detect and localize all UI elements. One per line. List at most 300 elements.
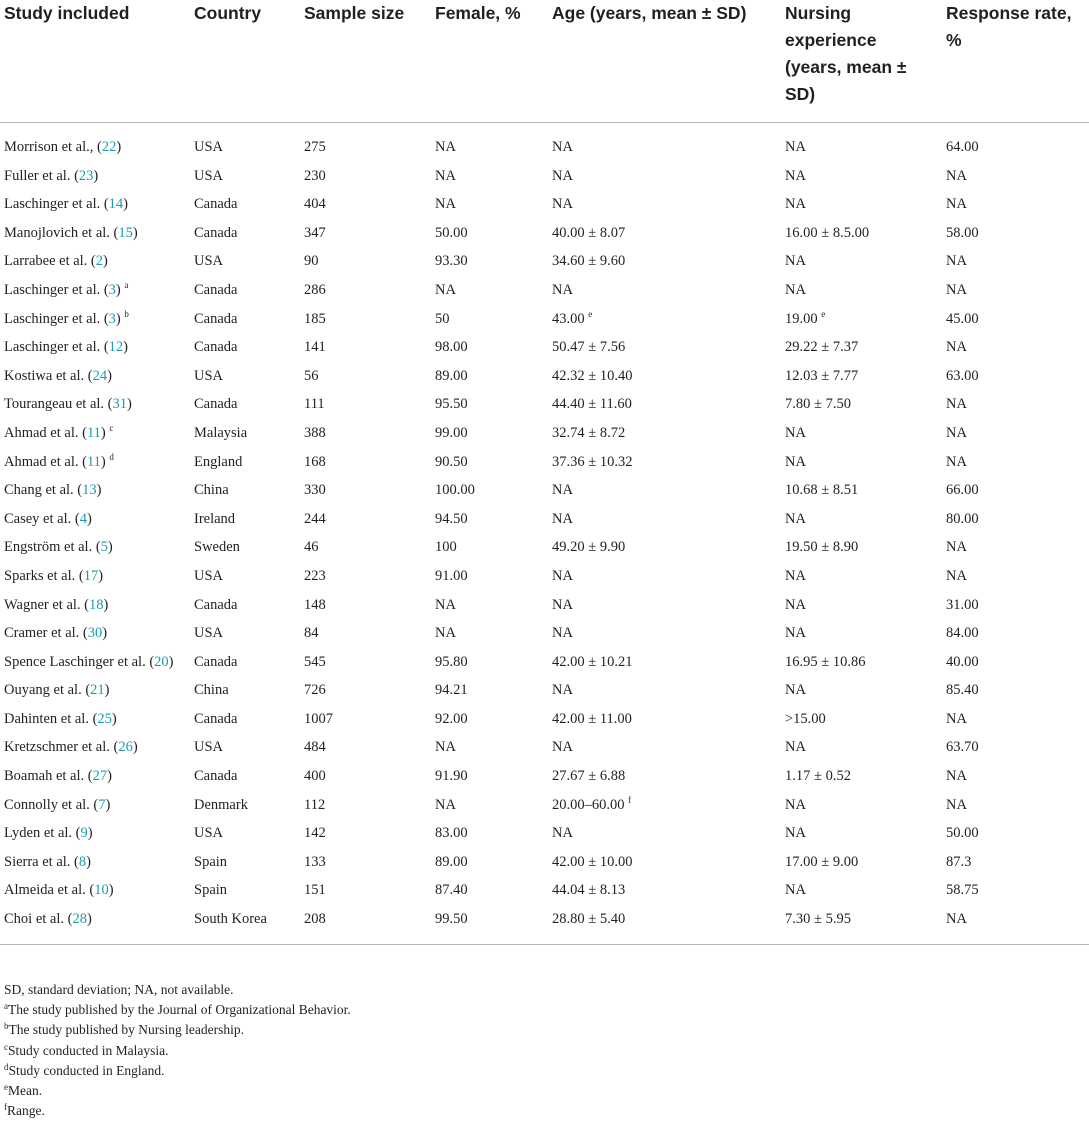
header-nursing-experience: Nursing experience (years, mean ± SD) [785,0,946,123]
footnote-marker: f [628,794,632,805]
table-row [0,476,1089,505]
cell-study [0,247,194,276]
table-row [0,276,1089,305]
cell-age [552,848,785,877]
experience-value: NA [785,882,806,899]
cell-study [0,219,194,248]
cell-female: 98.00 [435,339,468,356]
study-author: Casey et al. ( [4,510,80,527]
study-close-paren: ) [86,510,92,527]
cell-female: 89.00 [435,367,468,384]
study-close-paren: ) [93,167,99,184]
reference-link[interactable]: 10 [94,882,109,899]
reference-link[interactable]: 11 [86,424,101,441]
experience-value: NA [785,510,806,527]
reference-link[interactable]: 5 [100,539,108,556]
cell-country: Canada [194,224,238,241]
table-row [0,362,1089,391]
reference-link[interactable]: 24 [92,367,108,384]
reference-link[interactable]: 15 [118,224,133,241]
reference-link[interactable]: 18 [88,596,104,613]
experience-value: 7.80 ± 7.50 [785,396,851,413]
cell-age [552,648,785,677]
cell-response-rate: 63.00 [946,367,979,384]
cell-sample-size: 1007 [304,710,333,727]
header-sample-size: Sample size [304,0,435,123]
cell-age [552,123,785,162]
study-close-paren: ) [115,310,121,327]
reference-link[interactable]: 17 [83,567,99,584]
reference-link[interactable]: 21 [90,682,105,699]
cell-nursing-experience [785,276,946,305]
table-row [0,190,1089,219]
cell-sample-size: 275 [304,139,326,155]
experience-value: 17.00 ± 9.00 [785,853,859,870]
header-study-included: Study included [0,0,194,123]
age-value: 49.20 ± 9.90 [552,539,626,556]
experience-value: NA [785,796,806,813]
cell-response-rate: NA [946,196,967,213]
cell-sample-size: 142 [304,825,326,842]
footnote-marker: e [588,308,593,319]
table-footnotes [4,980,351,1121]
cell-response-rate: 58.75 [946,882,979,899]
experience-value: 12.03 ± 7.77 [785,367,859,384]
age-value: NA [552,739,573,756]
cell-response-rate: NA [946,567,967,584]
study-close-paren: ) [105,796,111,813]
cell-nursing-experience [785,819,946,848]
header-age: Age (years, mean ± SD) [552,0,785,123]
cell-sample-size: 347 [304,224,326,241]
age-value: 28.80 ± 5.40 [552,911,626,928]
cell-age [552,333,785,362]
study-author: Choi et al. ( [4,911,73,928]
cell-female: 100 [435,539,457,556]
cell-sample-size: 168 [304,453,326,470]
cell-female: 95.80 [435,653,468,670]
study-author: Sierra et al. ( [4,853,79,870]
age-value: NA [552,625,573,642]
reference-link[interactable]: 25 [97,710,112,727]
cell-study [0,505,194,534]
experience-value: 16.00 ± 8.5.00 [785,224,870,241]
cell-age [552,905,785,944]
study-author: Ahmad et al. ( [4,424,87,441]
cell-age [552,791,785,820]
cell-sample-size: 286 [304,281,326,298]
cell-age [552,476,785,505]
study-author: Almeida et al. ( [4,882,95,899]
cell-female: NA [435,625,456,642]
cell-age [552,362,785,391]
cell-country: China [194,482,229,499]
cell-response-rate: 50.00 [946,825,979,842]
experience-value: 7.30 ± 5.95 [785,911,851,928]
cell-female: 91.00 [435,567,468,584]
footnote-mark: e [4,1082,8,1093]
cell-nursing-experience [785,219,946,248]
table-row [0,562,1089,591]
footnote-text: The study published by Nursing leadership. [8,1022,244,1038]
cell-nursing-experience [785,123,946,162]
experience-value: 29.22 ± 7.37 [785,339,859,356]
age-value: 50.47 ± 7.56 [552,339,626,356]
table-row [0,448,1089,477]
experience-value: >15.00 [785,710,826,727]
cell-sample-size: 404 [304,196,326,213]
age-value: 27.67 ± 6.88 [552,768,626,785]
cell-nursing-experience [785,762,946,791]
reference-link[interactable]: 27 [92,768,108,785]
cell-country: Canada [194,281,238,298]
age-value: 43.00 [552,310,585,327]
cell-nursing-experience [785,676,946,705]
cell-country: Canada [194,339,238,356]
cell-country: Malaysia [194,424,248,441]
cell-country: Canada [194,196,238,213]
cell-study [0,876,194,905]
footnote-text: SD, standard deviation; NA, not available. [4,982,234,997]
cell-country: USA [194,739,224,756]
table-row [0,733,1089,762]
cell-age [552,505,785,534]
footnote [4,1101,351,1121]
cell-sample-size: 484 [304,739,326,756]
study-close-paren: ) [107,539,113,556]
cell-study [0,476,194,505]
study-author: Dahinten et al. ( [4,710,98,727]
cell-country: England [194,453,243,470]
cell-age [552,247,785,276]
cell-response-rate: 31.00 [946,596,979,613]
cell-sample-size: 141 [304,339,326,356]
study-author: Laschinger et al. ( [4,196,109,213]
table-row [0,676,1089,705]
cell-study [0,905,194,944]
cell-nursing-experience [785,705,946,734]
cell-study [0,819,194,848]
cell-age [552,676,785,705]
cell-study [0,190,194,219]
cell-nursing-experience [785,619,946,648]
table-row [0,219,1089,248]
age-value: 32.74 ± 8.72 [552,424,626,441]
footnote-mark: f [4,1102,7,1113]
cell-response-rate: NA [946,424,967,441]
reference-link[interactable]: 26 [118,739,133,756]
cell-age [552,705,785,734]
study-close-paren: ) [103,253,108,270]
cell-response-rate: NA [946,253,967,270]
cell-nursing-experience [785,876,946,905]
table-row [0,705,1089,734]
study-close-paren: ) [100,424,106,441]
footnote-text: Study conducted in England. [8,1062,165,1078]
study-close-paren: ) [104,682,110,699]
cell-sample-size: 208 [304,905,435,944]
study-author: Laschinger et al. ( [4,310,109,327]
cell-sample-size: 90 [304,253,319,270]
cell-age [552,390,785,419]
age-value: NA [552,482,573,499]
table-row [0,505,1089,534]
age-value: 42.00 ± 10.00 [552,853,633,870]
cell-response-rate: 64.00 [946,139,979,155]
study-author: Fuller et al. ( [4,167,79,184]
study-close-paren: ) [87,825,93,842]
study-author: Connolly et al. ( [4,796,99,813]
cell-nursing-experience [785,390,946,419]
footnote [4,1081,351,1101]
study-author: Boamah et al. ( [4,768,93,785]
age-value: NA [552,825,573,842]
table-header-row [0,0,1089,123]
cell-response-rate: NA [946,167,967,184]
cell-nursing-experience [785,190,946,219]
footnote [4,1020,351,1040]
table-body [0,123,1089,945]
cell-study [0,591,194,620]
reference-link[interactable]: 3 [108,310,116,327]
study-close-paren: ) [168,653,174,670]
footnote-marker: e [821,308,826,319]
age-value: 40.00 ± 8.07 [552,224,626,241]
age-value: 44.04 ± 8.13 [552,882,626,899]
study-close-paren: ) [115,281,121,298]
age-value: 34.60 ± 9.60 [552,253,626,270]
table-row [0,619,1089,648]
cell-study [0,162,194,191]
reference-link[interactable]: 28 [72,911,87,928]
cell-age [552,448,785,477]
reference-link[interactable]: 13 [82,482,97,499]
cell-age [552,162,785,191]
cell-response-rate: NA [946,453,967,470]
cell-age [552,619,785,648]
cell-age [552,591,785,620]
cell-female: 91.90 [435,768,468,785]
study-author: Chang et al. ( [4,482,83,499]
experience-value: NA [785,424,806,441]
study-close-paren: ) [123,196,129,213]
table-row [0,247,1089,276]
study-close-paren: ) [100,453,106,470]
study-author: Laschinger et al. ( [4,281,109,298]
cell-sample-size: 726 [304,682,326,699]
cell-country: USA [194,625,224,642]
cell-female: 89.00 [435,853,468,870]
study-author: Sparks et al. ( [4,567,84,584]
reference-link[interactable]: 8 [78,853,87,870]
study-author: Lyden et al. ( [4,825,81,842]
cell-nursing-experience [785,562,946,591]
experience-value: NA [785,596,806,613]
table-row [0,876,1089,905]
footnote-text: Mean. [8,1083,43,1099]
cell-female: 93.30 [435,253,468,270]
footnote-text: Study conducted in Malaysia. [8,1042,169,1058]
age-value: NA [552,139,573,155]
experience-value: NA [785,453,806,470]
study-close-paren: ) [132,224,138,241]
cell-study [0,848,194,877]
cell-sample-size: 84 [304,625,319,642]
table-row [0,905,1089,944]
table-row [0,762,1089,791]
cell-country: USA [194,139,224,155]
study-author: Spence Laschinger et al. ( [4,653,155,670]
cell-nursing-experience [785,162,946,191]
cell-study [0,305,194,334]
study-close-paren: ) [107,768,112,785]
reference-link[interactable]: 9 [80,825,88,842]
cell-sample-size: 148 [304,596,326,613]
cell-sample-size: 230 [304,167,326,184]
age-value: NA [552,510,573,527]
cell-female: 94.50 [435,510,468,527]
table-row [0,848,1089,877]
experience-value: NA [785,196,806,213]
cell-female: 83.00 [435,825,468,842]
cell-country: Canada [194,710,238,727]
cell-country: USA [194,253,224,270]
study-author: Ahmad et al. ( [4,453,87,470]
cell-response-rate: 58.00 [946,224,979,241]
cell-response-rate: NA [946,905,1089,944]
study-close-paren: ) [116,139,122,155]
cell-study [0,676,194,705]
cell-sample-size: 133 [304,853,326,870]
reference-link[interactable]: 3 [108,281,116,298]
study-author: Kretzschmer et al. ( [4,739,119,756]
experience-value: 10.68 ± 8.51 [785,482,859,499]
cell-study [0,762,194,791]
cell-country: Ireland [194,510,236,527]
experience-value: NA [785,167,806,184]
cell-sample-size: 223 [304,567,326,584]
study-close-paren: ) [102,625,108,642]
cell-nursing-experience [785,533,946,562]
cell-nursing-experience [785,648,946,677]
cell-response-rate: NA [946,710,967,727]
cell-country: South Korea [194,905,304,944]
reference-link[interactable]: 20 [154,653,169,670]
table-row [0,390,1089,419]
cell-nursing-experience [785,791,946,820]
footnote-marker: c [109,423,114,434]
reference-link[interactable]: 7 [98,796,106,813]
age-value: NA [552,167,573,184]
cell-age [552,419,785,448]
cell-nursing-experience [785,905,946,944]
footnote-mark: b [4,1021,9,1032]
reference-link[interactable]: 4 [79,510,87,527]
cell-female: NA [435,596,456,613]
cell-nursing-experience [785,733,946,762]
cell-nursing-experience [785,419,946,448]
cell-sample-size: 545 [304,653,326,670]
reference-link[interactable]: 12 [108,339,124,356]
cell-response-rate: 87.3 [946,853,972,870]
cell-female: NA [435,196,456,213]
cell-sample-size: 56 [304,367,319,384]
study-close-paren: ) [108,882,114,899]
age-value: 42.32 ± 10.40 [552,367,633,384]
cell-study [0,333,194,362]
cell-female: 100.00 [435,482,475,499]
cell-female: 99.00 [435,424,468,441]
cell-country: USA [194,567,224,584]
table-row [0,333,1089,362]
study-close-paren: ) [96,482,102,499]
footnote [4,1000,351,1020]
reference-link[interactable]: 30 [87,625,103,642]
cell-country: USA [194,825,224,842]
cell-female: NA [435,739,456,756]
cell-study [0,705,194,734]
reference-link[interactable]: 14 [108,196,124,213]
footnote [4,1041,351,1061]
study-author: Morrison et al., ( [4,139,102,155]
reference-link[interactable]: 31 [112,396,127,413]
cell-nursing-experience [785,247,946,276]
cell-country: USA [194,167,224,184]
study-close-paren: ) [127,396,132,413]
experience-value: NA [785,825,806,842]
cell-response-rate: 80.00 [946,510,979,527]
cell-sample-size: 151 [304,882,326,899]
reference-link[interactable]: 2 [95,253,104,270]
cell-response-rate: 63.70 [946,739,979,756]
cell-country: Denmark [194,796,248,813]
cell-country: Canada [194,310,238,327]
cell-country: China [194,682,229,699]
experience-value: NA [785,625,806,642]
cell-age [552,733,785,762]
reference-link[interactable]: 22 [101,139,117,155]
study-close-paren: ) [111,710,117,727]
study-author: Cramer et al. ( [4,625,88,642]
study-author: Laschinger et al. ( [4,339,109,356]
table-row [0,533,1089,562]
cell-nursing-experience [785,333,946,362]
cell-study [0,390,194,419]
study-close-paren: ) [132,739,138,756]
table-row [0,819,1089,848]
age-value: NA [552,567,573,584]
cell-female: NA [435,139,456,155]
footnote-marker: a [124,280,129,291]
age-value: 42.00 ± 11.00 [552,710,632,727]
cell-female: 99.50 [435,905,552,944]
footnote-marker: d [109,451,114,462]
age-value: 37.36 ± 10.32 [552,453,633,470]
study-close-paren: ) [123,339,129,356]
footnote-mark: c [4,1041,8,1052]
experience-value: NA [785,281,806,298]
cell-study [0,419,194,448]
cell-female: 95.50 [435,396,468,413]
reference-link[interactable]: 11 [86,453,101,470]
age-value: NA [552,196,573,213]
reference-link[interactable]: 23 [78,167,94,184]
footnote [4,1061,351,1081]
age-value: NA [552,596,573,613]
cell-response-rate: 84.00 [946,625,979,642]
study-author: Wagner et al. ( [4,596,89,613]
cell-female: 94.21 [435,682,468,699]
